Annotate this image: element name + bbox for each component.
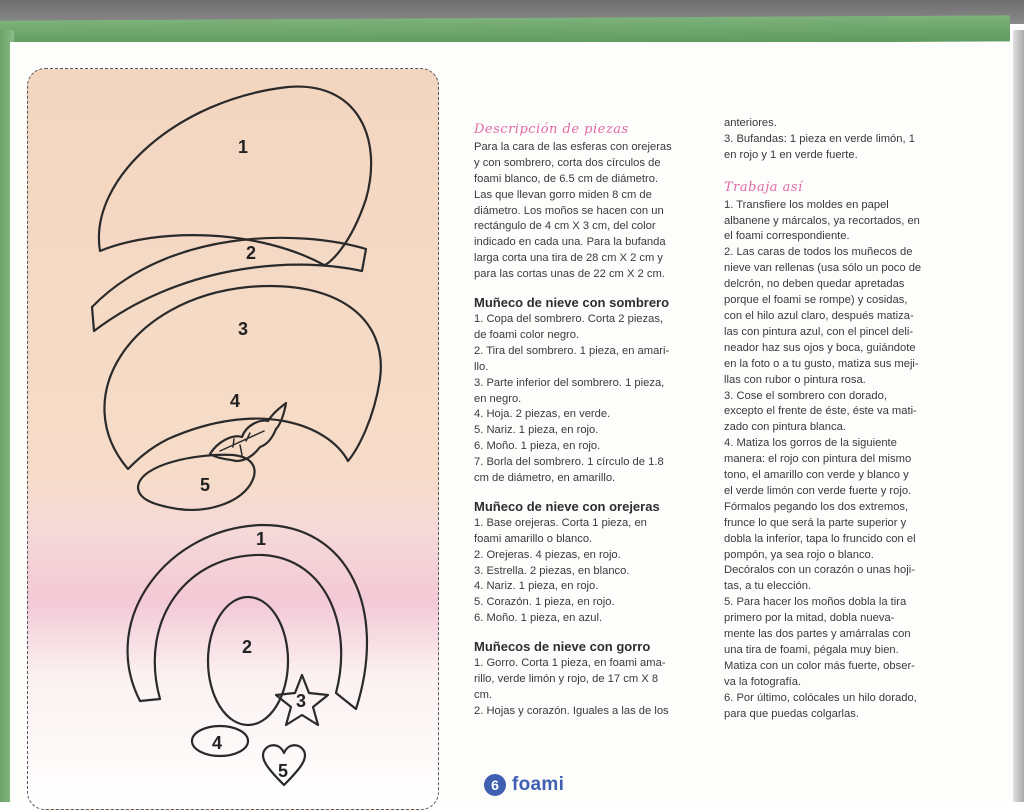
text-line: 3. Parte inferior del sombrero. 1 pieza, (474, 376, 665, 389)
text-line: porque el foami se rompe) y cosidas, (724, 294, 908, 307)
text-line: con el hilo azul claro, después matiza- (724, 309, 914, 322)
page-number-badge: 6 (484, 774, 506, 796)
pattern-piece-2-hat-band (92, 238, 366, 331)
text-line: rillo, verde limón y rojo, de 17 cm X 8 (474, 673, 659, 685)
text-line: zado con pintura blanca. (724, 421, 846, 434)
text-line: neador haz sus ojos y boca, guiándote (724, 341, 916, 354)
pattern-piece-2-earmuff-oval (208, 597, 288, 725)
piece-label: 4 (230, 391, 241, 411)
piece-label: 1 (238, 137, 249, 157)
text-line: cm de diámetro, en amarillo. (474, 472, 616, 485)
section-sombrero (474, 312, 710, 487)
text-line: tas, a tu elección. (724, 580, 812, 593)
text-line: 2. Hojas y corazón. Iguales a las de los (474, 704, 669, 717)
text-line: 2. Tira del sombrero. 1 pieza, en amari- (474, 344, 670, 357)
text-line: larga corta una tira de 28 cm X 2 cm y (474, 252, 664, 265)
text-line: Las que llevan gorro miden 8 cm de (474, 188, 652, 201)
piece-label: 5 (278, 761, 289, 781)
text-line: 4. Nariz. 1 pieza, en rojo. (474, 580, 599, 593)
continued-lines (724, 116, 964, 164)
section-gorro (474, 656, 710, 720)
text-line: 6. Por último, colócales un hilo dorado, (724, 691, 917, 704)
text-line: el foami correspondiente. (724, 230, 850, 243)
text-line: en rojo y 1 en verde fuerte. (724, 148, 858, 161)
piece-label: 4 (212, 733, 223, 753)
column-trabaja (724, 116, 964, 723)
text-line: 3. Estrella. 2 piezas, en blanco. (474, 564, 630, 577)
pattern-panel (27, 68, 439, 810)
text-line: indicado en cada una. Para la bufanda (474, 236, 666, 249)
text-line: dobla la inferior, tapa lo fruncido con el (724, 532, 916, 545)
section-orejeras (474, 516, 710, 627)
text-line: una tira de foami, pégala muy bien. (724, 644, 899, 656)
text-line: de foami color negro. (474, 328, 580, 341)
text-line: en negro. (474, 392, 522, 405)
text-line: 5. Corazón. 1 pieza, en rojo. (474, 596, 615, 609)
text-line: y con sombrero, corta dos círculos de (474, 156, 661, 169)
column-descripcion (474, 122, 710, 720)
text-line: rectángulo de 4 cm X 3 cm, del color (474, 220, 656, 233)
text-line: 1. Transfiere los moldes en papel (724, 198, 889, 211)
instructions (724, 198, 964, 723)
text-line: va la fotografía. (724, 675, 802, 688)
text-line: 3. Cose el sombrero con dorado, (724, 389, 887, 402)
text-line: 4. Hoja. 2 piezas, en verde. (474, 408, 611, 421)
section-title-sombrero: Muñeco de nieve con sombrero (474, 295, 670, 311)
text-line: excepto el frente de éste, éste va mati- (724, 405, 917, 418)
text-line: 1. Gorro. Corta 1 pieza, en foami ama- (474, 657, 666, 670)
text-line: 7. Borla del sombrero. 1 círculo de 1.8 (474, 456, 664, 469)
pattern-shapes (28, 69, 438, 809)
piece-label: 2 (242, 637, 253, 657)
text-line: 5. Nariz. 1 pieza, en rojo. (474, 424, 599, 437)
text-line: para que puedas colgarlas. (724, 707, 859, 720)
text-line: cm. (474, 688, 493, 701)
page-right-edge (1013, 30, 1024, 802)
text-line: el verde limón con verde fuerte y rojo. (724, 484, 912, 497)
piece-label: 2 (246, 243, 257, 263)
text-line: Decóralos con un corazón o unas hoji- (724, 564, 915, 577)
text-line: albanene y márcalos, ya recortados, en (724, 214, 920, 227)
text-line: en la foto o a tu gusto, matiza sus meji- (724, 357, 919, 370)
text-line: manera: el rojo con pintura del mismo (724, 453, 912, 466)
text-line: foami amarillo o blanco. (474, 532, 593, 545)
text-line: anteriores. (724, 117, 777, 129)
text-line: tono, el amarillo con verde y blanco y (724, 469, 909, 482)
text-line: mente las dos partes y amárralas con (724, 628, 911, 641)
text-line: 4. Matiza los gorros de la siguiente (724, 437, 897, 450)
text-line: diámetro. Los moños se hacen con un (474, 204, 664, 217)
text-line: delcrón, no deben quedar apretadas (724, 278, 905, 291)
text-line: las con pintura azul, con el pincel deli- (724, 325, 914, 338)
text-line: primero por la mitad, dobla nueva- (724, 612, 895, 625)
piece-label: 1 (256, 529, 267, 549)
title-descripcion: Descripción de piezas (474, 122, 629, 137)
text-line: Fórmalos pegando los dos extremos, (724, 500, 909, 513)
text-line: 5. Para hacer los moños dobla la tira (724, 596, 907, 609)
pattern-piece-1-earmuff-base (128, 525, 367, 709)
section-title-orejeras: Muñeco de nieve con orejeras (474, 498, 660, 514)
text-line: 6. Moño. 1 pieza, en azul. (474, 612, 603, 625)
text-line: foami blanco, de 6.5 cm de diámetro. (474, 172, 659, 185)
pattern-piece-1-hat-crown (99, 87, 371, 265)
text-line: para las cortas unas de 22 cm X 2 cm. (474, 268, 665, 281)
text-line: 6. Moño. 1 pieza, en rojo. (474, 440, 601, 453)
pattern-piece-5-nose (138, 455, 255, 510)
text-line: 2. Orejeras. 4 piezas, en rojo. (474, 548, 621, 561)
text-line: llas con rubor o pintura rosa. (724, 373, 866, 386)
text-line: frunce lo que será la parte superior y (724, 516, 907, 529)
text-line: nieve van rellenas (usa sólo un poco de (724, 262, 922, 275)
brand-logo-text: foami (512, 774, 565, 795)
title-trabaja: Trabaja así (724, 179, 803, 195)
piece-label: 3 (296, 691, 307, 711)
text-line: 1. Copa del sombrero. Corta 2 piezas, (474, 312, 664, 325)
intro-paragraph (474, 140, 710, 283)
text-line: 1. Base orejeras. Corta 1 pieza, en (474, 516, 647, 529)
pattern-piece-3-hat-brim (104, 286, 380, 469)
pattern-piece-4-leaf (210, 403, 286, 461)
text-line: 3. Bufandas: 1 pieza en verde limón, 1 (724, 132, 915, 145)
page-footer (484, 770, 564, 800)
piece-label: 3 (238, 319, 249, 339)
text-line: Para la cara de las esferas con orejeras (474, 140, 672, 153)
piece-label: 5 (200, 475, 211, 495)
text-line: llo. (474, 360, 489, 373)
text-line: Matiza con un color más fuerte, obser- (724, 659, 915, 672)
text-line: pompón, ya sea rojo o blanco. (724, 548, 874, 561)
section-title-gorro: Muñecos de nieve con gorro (474, 639, 651, 655)
text-line: 2. Las caras de todos los muñecos de (724, 246, 913, 259)
